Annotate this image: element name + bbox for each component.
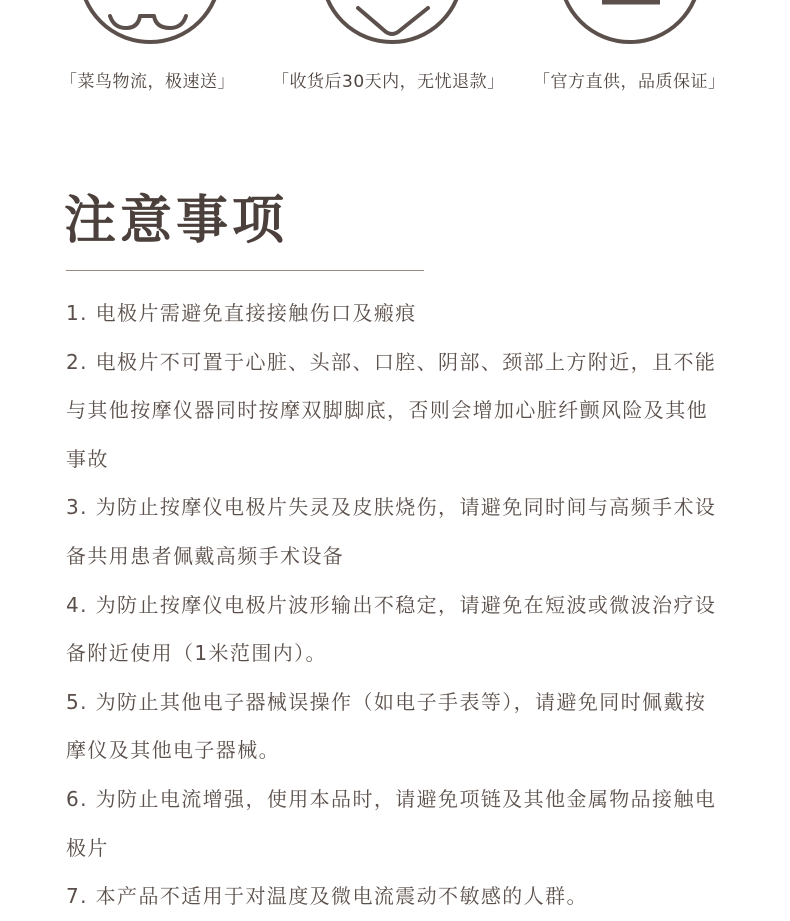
notice-item: 3. 为防止按摩仪电极片失灵及皮肤烧伤，请避免同时间与高频手术设备共用患者佩戴高频手术设备 — [66, 495, 717, 568]
notice-item: 2. 电极片不可置于心脏、头部、口腔、阴部、颈部上方附近，且不能与其他按摩仪器同时按摩双脚脚底，否则会增加心脏纤颤风险及其他事故 — [66, 349, 717, 471]
delivery-truck-icon — [78, 0, 222, 44]
notice-item: 5. 为防止其他电子器械误操作（如电子手表等），请避免同时佩戴按摩仪及其他电子器械。 — [66, 689, 707, 763]
notice-list — [66, 289, 726, 921]
title-divider — [66, 270, 424, 271]
heart-return-icon — [320, 0, 464, 44]
notice-item: 7. 本产品不适用于对温度及微电流震动不敏感的人群。 — [66, 884, 588, 909]
official-supply-icon — [558, 0, 702, 44]
service-caption-refund: 「收货后30天内，无忧退款」 — [272, 72, 505, 92]
service-caption-official: 「官方直供，品质保证」 — [533, 72, 726, 92]
notice-item: 4. 为防止按摩仪电极片波形输出不稳定，请避免在短波或微波治疗设备附近使用（1米范围内）。 — [66, 592, 717, 666]
service-caption-logistics: 「菜鸟物流，极速送」 — [60, 72, 235, 92]
notice-title: 注意事项 — [64, 191, 289, 251]
notice-item: 6. 为防止电流增强，使用本品时，请避免项链及其他金属物品接触电极片 — [66, 786, 717, 860]
notice-item: 1. 电极片需避免直接接触伤口及瘢痕 — [66, 301, 417, 325]
